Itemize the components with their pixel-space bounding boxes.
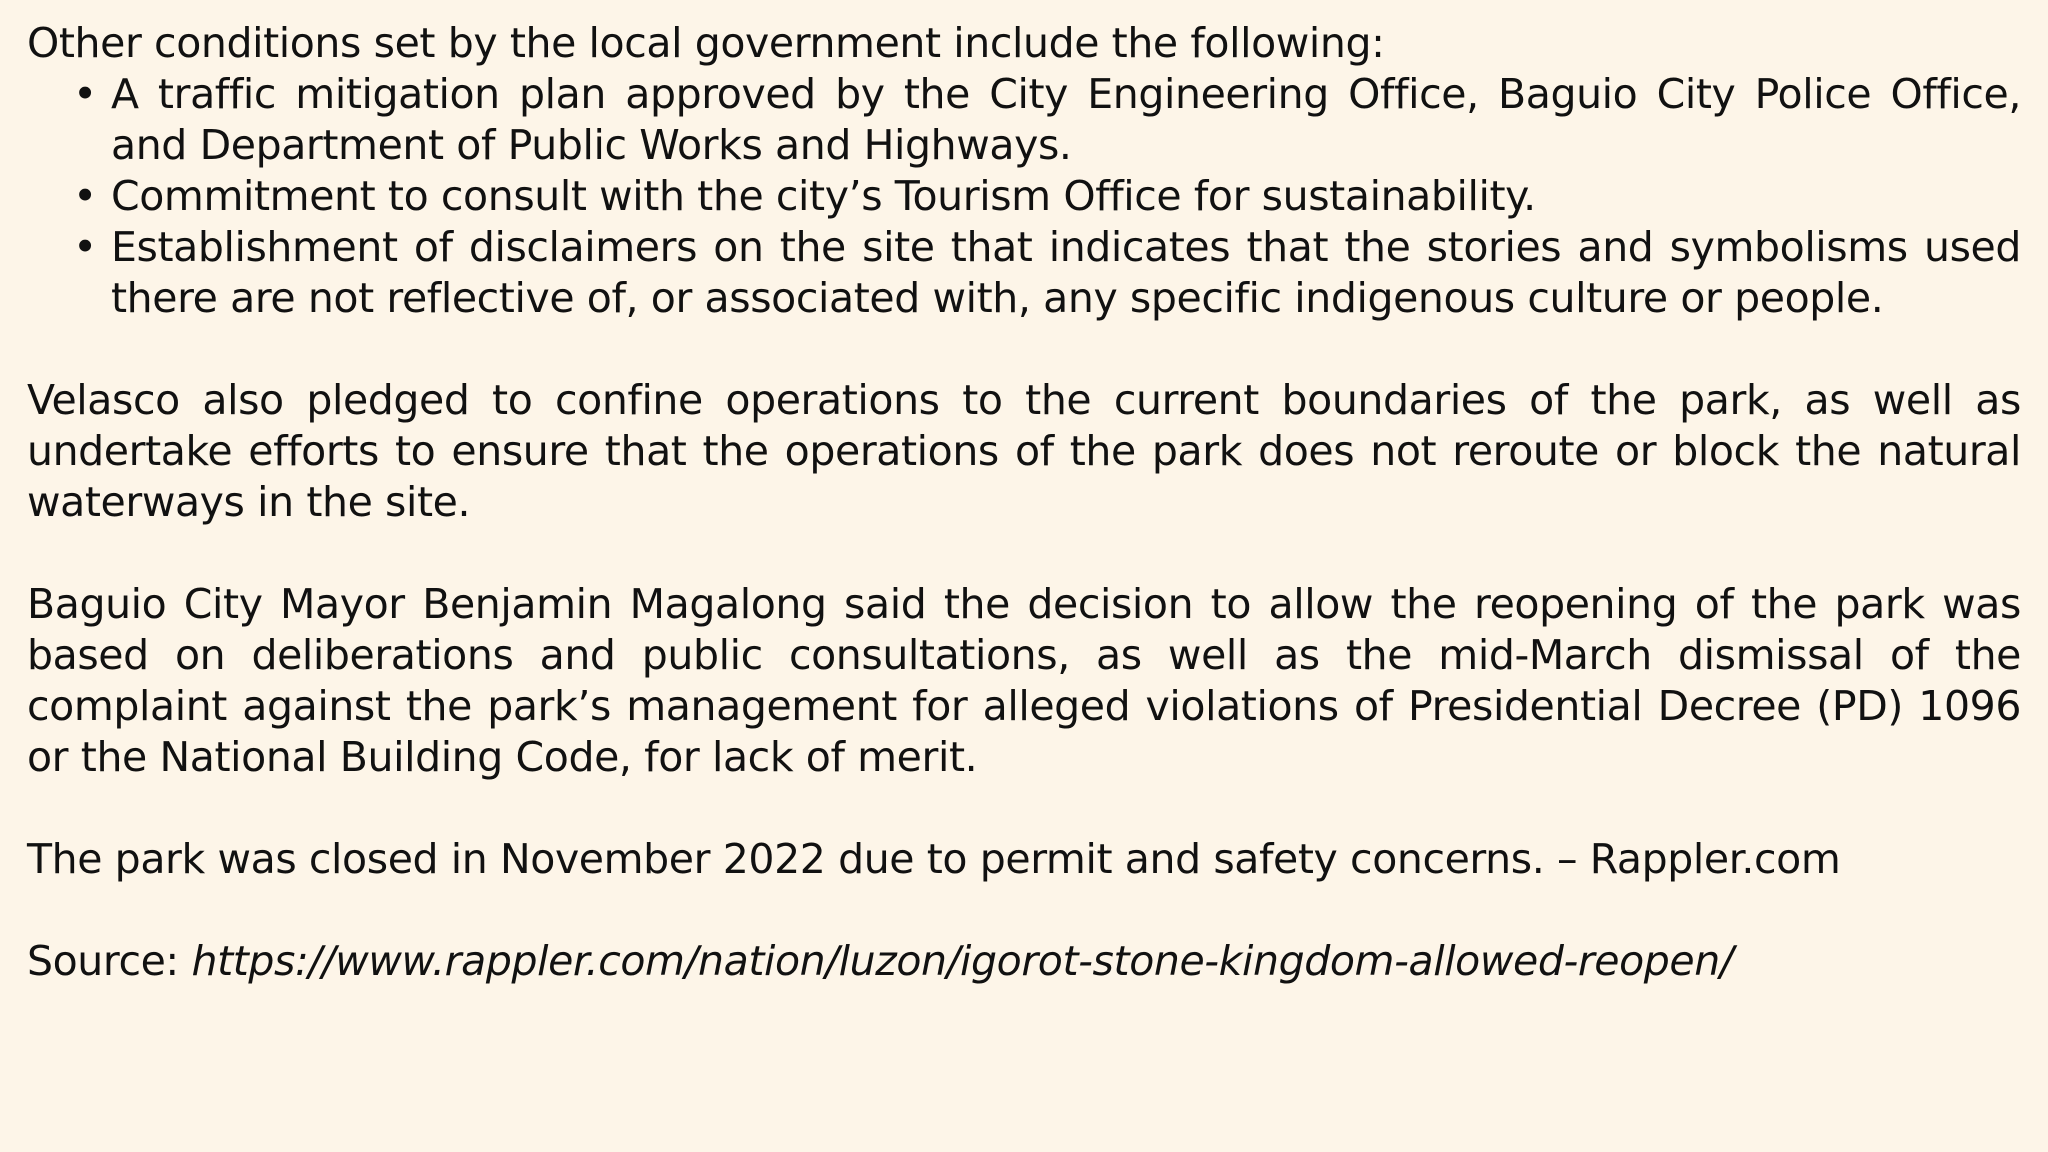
conditions-list: [27, 69, 2021, 324]
list-item: [27, 171, 2021, 222]
condition-text: Establishment of disclaimers on the site that indicates that the stories and symbolisms used there are not reflective of, or associated with, any specific indigenous culture or people.: [111, 223, 2021, 322]
paragraph-magalong: Baguio City Mayor Benjamin Magalong said the decision to allow the reopening of the park was based on deliberations and public consultations, as well as the mid-March dismissal of the complaint against the park’s management for alleged violations of Presidential Decree (PD) 1096 or the National Building Code, for lack of merit.: [27, 580, 2021, 781]
paragraph-closure: The park was closed in November 2022 due to permit and safety concerns. – Rappler.com: [27, 835, 1841, 883]
source-link[interactable]: https://www.rappler.com/nation/luzon/igorot-stone-kingdom-allowed-reopen/: [191, 937, 1734, 985]
list-item: [27, 222, 2021, 324]
bullet-icon: •: [73, 70, 97, 118]
source-label: Source:: [27, 937, 179, 985]
article-body: [27, 18, 2021, 987]
source-line: [27, 936, 2021, 987]
condition-text: Commitment to consult with the city’s Tourism Office for sustainability.: [111, 172, 1536, 220]
bullet-icon: •: [73, 223, 97, 271]
list-item: [27, 69, 2021, 171]
intro-text: Other conditions set by the local government include the following:: [27, 19, 1385, 67]
paragraph-velasco: Velasco also pledged to confine operations to the current boundaries of the park, as well as undertake efforts to ensure that the operations of the park does not reroute or block the natural waterways in the site.: [27, 376, 2021, 526]
bullet-icon: •: [73, 172, 97, 220]
condition-text: A traffic mitigation plan approved by the City Engineering Office, Baguio City Police Office, and Department of Public Works and Highways.: [111, 70, 2021, 169]
